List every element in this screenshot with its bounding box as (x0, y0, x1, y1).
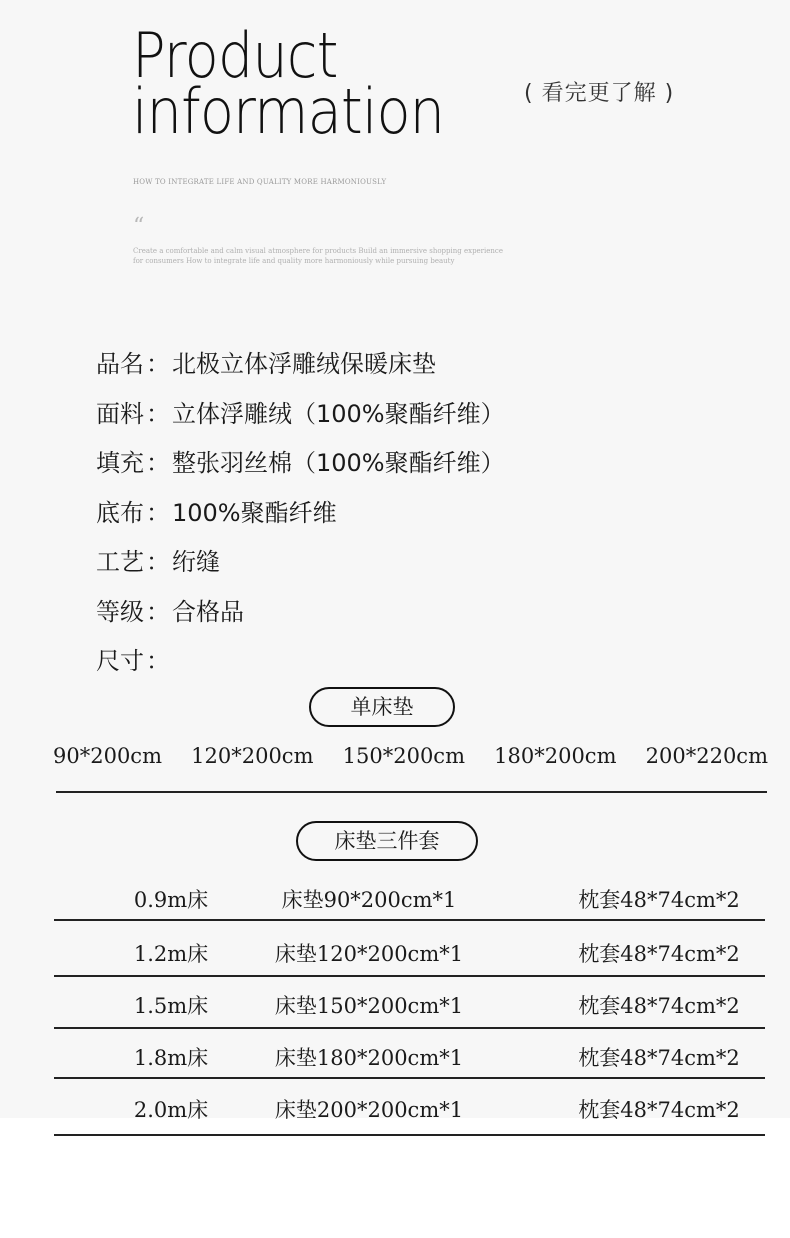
spec-colon: ： (146, 647, 170, 675)
spec-label: 尺寸 (96, 647, 144, 675)
bed-size-cell: 2.0m床 (133, 1098, 209, 1122)
pillowcase-cell: 枕套48*74cm*2 (578, 1098, 740, 1122)
spec-colon: ： (146, 597, 170, 626)
bed-size-cell: 0.9m床 (133, 888, 209, 912)
mattress-cell: 床垫90*200cm*1 (281, 888, 457, 912)
bed-size-cell: 1.8m床 (133, 1046, 209, 1070)
intro-blurb: Create a comfortable and calm visual atmosphere for products Build an immersive shopping experience for consumers How to integrate life and quality more harmoniously while pursuing beauty (133, 247, 503, 265)
hero-title-line1: Product (132, 19, 338, 92)
spec-colon: ： (146, 449, 170, 477)
table-row (54, 1038, 765, 1078)
table-row (54, 934, 765, 974)
divider (54, 1027, 765, 1029)
spec-row-grade (96, 590, 505, 640)
pillowcase-cell: 枕套48*74cm*2 (578, 994, 740, 1018)
spec-value: 整张羽丝棉（100%聚酯纤维） (172, 449, 505, 477)
mattress-cell: 床垫180*200cm*1 (274, 1046, 464, 1070)
spec-row-size (96, 639, 505, 689)
spec-label: 填充 (96, 449, 144, 477)
spec-row-craft (96, 540, 505, 590)
table-row (54, 986, 765, 1026)
bed-size-cell: 1.2m床 (133, 942, 209, 966)
three-piece-set-badge: 床垫三件套 (296, 821, 478, 861)
spec-list (96, 342, 505, 689)
size-item: 150*200cm (342, 744, 465, 768)
spec-row-filling (96, 441, 505, 491)
mattress-cell: 床垫120*200cm*1 (274, 942, 464, 966)
pillowcase-cell: 枕套48*74cm*2 (578, 1046, 740, 1070)
hero-title-line2: information (132, 75, 445, 148)
read-hint: ( 看完更了解 ) (524, 81, 675, 106)
spec-colon: ： (146, 350, 170, 378)
divider (54, 919, 765, 921)
hero-title (132, 19, 445, 148)
spec-label: 品名 (96, 350, 144, 378)
tagline: HOW TO INTEGRATE LIFE AND QUALITY MORE HARMONIOUSLY (133, 178, 387, 186)
spec-row-base-fabric (96, 491, 505, 541)
spec-value: 合格品 (172, 597, 244, 626)
spec-label: 工艺 (96, 548, 144, 576)
spec-colon: ： (146, 498, 170, 527)
spec-label: 底布 (96, 498, 144, 527)
quote-mark-icon: “ (133, 214, 145, 239)
table-row (54, 880, 765, 920)
mattress-cell: 床垫150*200cm*1 (274, 994, 464, 1018)
mattress-cell: 床垫200*200cm*1 (274, 1098, 464, 1122)
divider (54, 975, 765, 977)
spec-row-fabric (96, 392, 505, 442)
size-item: 90*200cm (53, 744, 162, 768)
divider (56, 791, 767, 793)
spec-value: 绗缝 (172, 548, 220, 576)
spec-value: 100%聚酯纤维 (172, 498, 337, 527)
spec-label: 等级 (96, 597, 144, 626)
spec-value: 立体浮雕绒（100%聚酯纤维） (172, 399, 505, 428)
spec-colon: ： (146, 548, 170, 576)
pillowcase-cell: 枕套48*74cm*2 (578, 888, 740, 912)
table-row (54, 1090, 765, 1130)
divider (54, 1077, 765, 1079)
size-item: 180*200cm (494, 744, 617, 768)
spec-value: 北极立体浮雕绒保暖床垫 (172, 350, 436, 378)
spec-label: 面料 (96, 399, 144, 428)
size-item: 200*220cm (645, 744, 768, 768)
spec-colon: ： (146, 399, 170, 428)
divider (54, 1134, 765, 1136)
single-mattress-badge: 单床垫 (309, 687, 455, 727)
pillowcase-cell: 枕套48*74cm*2 (578, 942, 740, 966)
bed-size-cell: 1.5m床 (133, 994, 209, 1018)
size-item: 120*200cm (191, 744, 314, 768)
spec-row-name (96, 342, 505, 392)
single-size-list (53, 744, 768, 768)
